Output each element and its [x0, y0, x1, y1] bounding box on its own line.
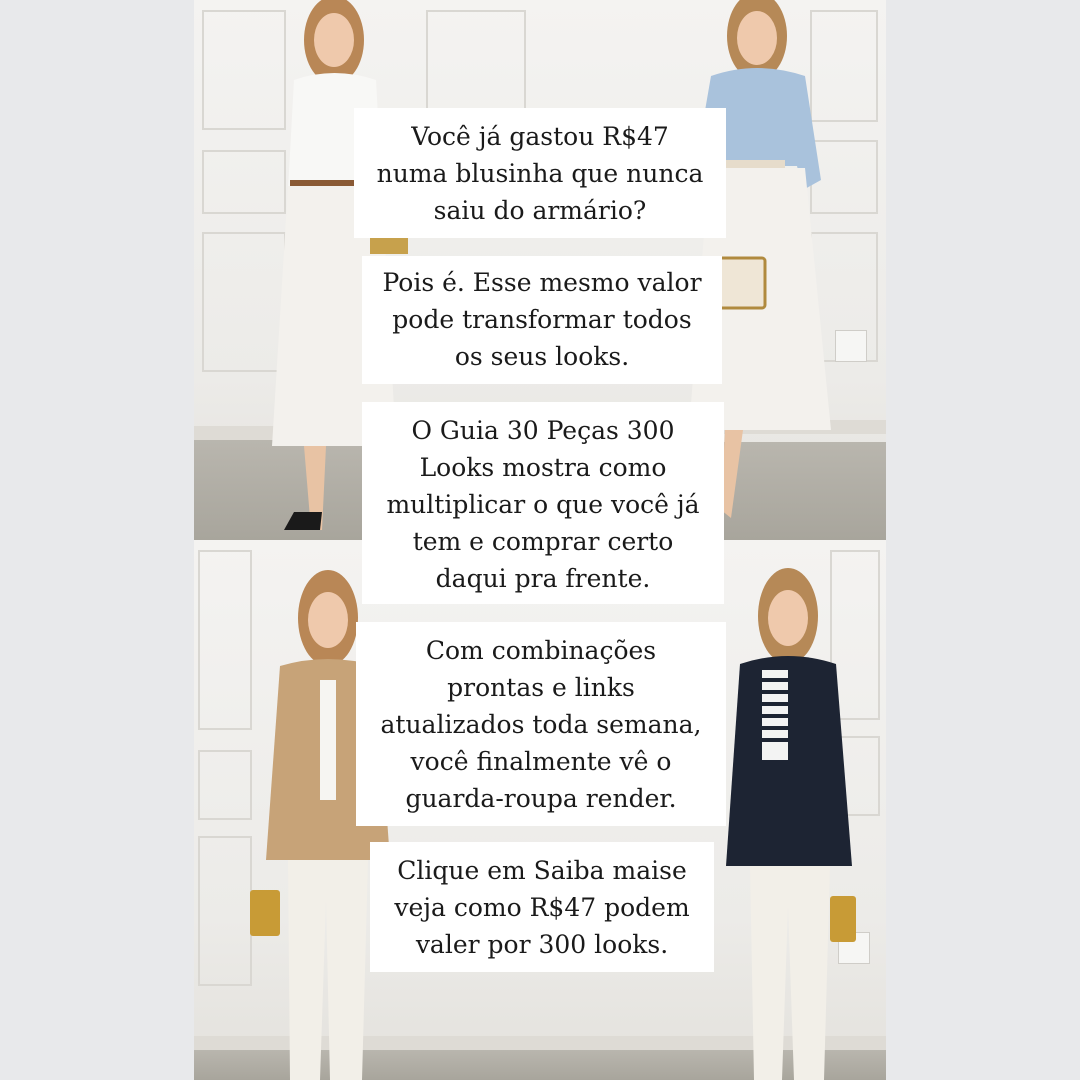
- caption-combinations: Com combinações prontas e links atualizados toda semana, você finalmente vê o guarda-roupa render.: [356, 622, 726, 826]
- caption-guide-intro: O Guia 30 Peças 300 Looks mostra como multiplicar o que você já tem e comprar certo daqui pra frente.: [362, 402, 724, 604]
- caption-value-statement: Pois é. Esse mesmo valor pode transformar todos os seus looks.: [362, 256, 722, 384]
- caption-question: Você já gastou R$47 numa blusinha que nunca saiu do armário?: [354, 108, 726, 238]
- caption-call-to-action: Clique em Saiba maise veja como R$47 podem valer por 300 looks.: [370, 842, 714, 972]
